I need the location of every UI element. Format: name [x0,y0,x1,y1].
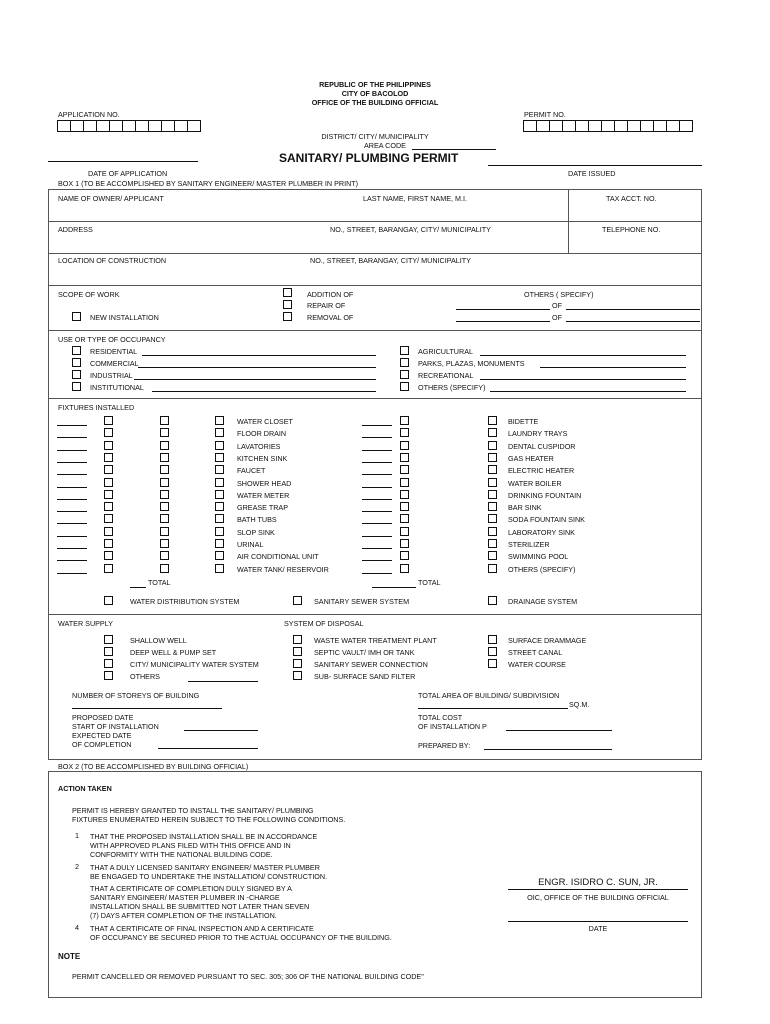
occupancy-label: USE OR TYPE OF OCCUPANCY [58,335,166,344]
row-line [48,398,702,399]
fixture-checkbox[interactable] [488,527,497,536]
fixture-checkbox[interactable] [488,564,497,573]
disposal-sand-filter: SUB- SURFACE SAND FILTER [314,672,416,681]
fixture-checkbox[interactable] [488,539,497,548]
fixture-count-line[interactable] [57,573,87,574]
fixture-label-left: FLOOR DRAIN [237,429,287,438]
water-supply-checkbox[interactable] [104,647,113,656]
fixture-checkbox[interactable] [104,502,113,511]
disposal-checkbox[interactable] [293,671,302,680]
fixture-count-line[interactable] [57,437,87,438]
fixture-label-right: ELECTRIC HEATER [508,466,575,475]
fixture-label-right: GAS HEATER [508,454,554,463]
fixture-label-left: SLOP SINK [237,528,275,537]
fixture-checkbox[interactable] [104,490,113,499]
prepared-by-label: PREPARED BY: [418,741,471,750]
fixture-label-left: WATER METER [237,491,290,500]
condition-1-line2: WITH APPROVED PLANS FILED WITH THIS OFFICE AND IN [90,841,291,850]
fixture-checkbox[interactable] [160,564,169,573]
sanitary-sewer-label: SANITARY SEWER SYSTEM [314,597,410,606]
water-supply-checkbox[interactable] [104,659,113,668]
water-distribution-label: WATER DISTRIBUTION SYSTEM [130,597,240,606]
row-line [48,253,702,254]
disposal-checkbox[interactable] [293,647,302,656]
fixture-checkbox[interactable] [488,465,497,474]
fixture-checkbox[interactable] [215,465,224,474]
fixture-label-left: SHOWER HEAD [237,479,292,488]
official-signature-line[interactable] [508,889,688,890]
date-of-application-label: DATE OF APPLICATION [88,169,168,178]
occupancy-checkbox[interactable] [72,370,81,379]
of-line-2[interactable] [566,321,700,322]
fixture-checkbox[interactable] [104,478,113,487]
addition-label: ADDITION OF [307,290,354,299]
fixture-checkbox[interactable] [400,490,409,499]
fixture-checkbox[interactable] [160,514,169,523]
disposal-sewer: SANITARY SEWER CONNECTION [314,660,428,669]
occupancy-others: OTHERS (SPECIFY) [418,383,486,392]
storeys-label: NUMBER OF STOREYS OF BUILDING [72,691,200,700]
new-installation-label: NEW INSTALLATION [90,313,159,322]
disposal-checkbox[interactable] [488,659,497,668]
fixture-checkbox[interactable] [215,428,224,437]
occupancy-line[interactable] [138,367,376,368]
water-supply-checkbox[interactable] [104,671,113,680]
fixture-label-left: WATER CLOSET [237,417,293,426]
disposal-checkbox[interactable] [293,635,302,644]
tax-acct-label: TAX ACCT. NO. [606,194,657,203]
condition-2-line2: BE ENGAGED TO UNDERTAKE THE INSTALLATION/ CONSTRUCTION. [90,872,328,881]
fixture-checkbox[interactable] [488,428,497,437]
fixture-checkbox[interactable] [488,478,497,487]
fixture-checkbox[interactable] [215,539,224,548]
date-issued-label: DATE ISSUED [568,169,616,178]
others-line-2[interactable] [456,321,550,322]
action-intro-2: FIXTURES ENUMERATED HEREIN SUBJECT TO THE FOLLOWING CONDITIONS. [72,815,346,824]
fixture-count-line[interactable] [362,450,392,451]
condition-1-number: 1 [75,831,79,840]
fixture-checkbox[interactable] [215,551,224,560]
fixture-checkbox[interactable] [400,416,409,425]
completion-date-line[interactable] [158,748,258,749]
city-water: CITY/ MUNICIPALITY WATER SYSTEM [130,660,259,669]
disposal-checkbox[interactable] [293,659,302,668]
fixture-label-left: BATH TUBS [237,515,277,524]
fixture-checkbox[interactable] [488,490,497,499]
sanitary-sewer-checkbox[interactable] [293,596,302,605]
disposal-wwtp: WASTE WATER TREATMENT PLANT [314,636,437,645]
area-code-line[interactable] [412,149,496,150]
occupancy-checkbox[interactable] [400,370,409,379]
fixture-checkbox[interactable] [160,453,169,462]
condition-4-line2: OF OCCUPANCY BE SECURED PRIOR TO THE ACTUAL OCCUPANCY OF THE BUILDING. [90,933,392,942]
header-city: CITY OF BACOLOD [341,89,409,98]
fixture-checkbox[interactable] [400,441,409,450]
address-format: NO., STREET, BARANGAY, CITY/ MUNICIPALITY [330,225,491,234]
fixture-checkbox[interactable] [160,465,169,474]
expected-date-label: EXPECTED DATE [72,731,132,740]
fixture-checkbox[interactable] [104,441,113,450]
fixture-checkbox[interactable] [104,453,113,462]
fixture-checkbox[interactable] [104,428,113,437]
fixture-label-right: LAUNDRY TRAYS [508,429,568,438]
occupancy-checkbox[interactable] [400,382,409,391]
shallow-well: SHALLOW WELL [130,636,187,645]
fixture-checkbox[interactable] [160,441,169,450]
repair-checkbox[interactable] [283,300,292,309]
fixture-checkbox[interactable] [400,514,409,523]
fixture-count-line[interactable] [362,474,392,475]
start-date-line[interactable] [184,730,258,731]
fixture-checkbox[interactable] [400,539,409,548]
fixture-label-right: DENTAL CUSPIDOR [508,442,576,451]
drainage-checkbox[interactable] [488,596,497,605]
fixture-checkbox[interactable] [160,551,169,560]
disposal-surface: SURFACE DRAMMAGE [508,636,587,645]
fixture-checkbox[interactable] [160,539,169,548]
occupancy-line[interactable] [142,355,376,356]
disposal-street-canal: STREET CANAL [508,648,563,657]
fixture-count-line[interactable] [57,474,87,475]
fixture-label-left: FAUCET [237,466,266,475]
location-label: LOCATION OF CONSTRUCTION [58,256,167,265]
box2-label: BOX 2 (TO BE ACCOMPLISHED BY BUILDING OFFICIAL) [58,762,249,771]
total-area-label: TOTAL AREA OF BUILDING/ SUBDIVISION [418,691,560,700]
fixture-checkbox[interactable] [488,551,497,560]
date-issued-line[interactable] [488,165,702,166]
fixtures-total-right: TOTAL [418,578,441,587]
fixture-label-right: STERILIZER [508,540,550,549]
occupancy-agricultural: AGRICULTURAL [418,347,473,356]
fixture-count-line[interactable] [362,499,392,500]
occupancy-checkbox[interactable] [72,358,81,367]
fixture-label-right: DRINKING FOUNTAIN [508,491,582,500]
fixture-checkbox[interactable] [215,416,224,425]
water-distribution-checkbox[interactable] [104,596,113,605]
district-label: DISTRICT/ CITY/ MUNICIPALITY [321,132,429,141]
of-label-2: OF [552,313,562,322]
disposal-checkbox[interactable] [488,647,497,656]
fixture-count-line[interactable] [57,511,87,512]
fixture-count-line[interactable] [362,511,392,512]
occupancy-industrial: INDUSTRIAL [90,371,133,380]
fixture-checkbox[interactable] [400,527,409,536]
fixture-checkbox[interactable] [488,453,497,462]
official-date-line[interactable] [508,921,688,922]
fixture-count-line[interactable] [57,523,87,524]
occupancy-line[interactable] [490,391,686,392]
sqm-label: SQ.M. [569,700,590,709]
owner-label: NAME OF OWNER/ APPLICANT [58,194,164,203]
removal-checkbox[interactable] [283,312,292,321]
header-republic: REPUBLIC OF THE PHILIPPINES [319,80,431,89]
prepared-by-line[interactable] [484,749,612,750]
occupancy-line[interactable] [480,379,686,380]
proposed-date-label: PROPOSED DATE [72,713,134,722]
start-installation-label: START OF INSTALLATION [72,722,159,731]
occupancy-line[interactable] [480,355,686,356]
row-line [48,614,702,615]
action-intro-1: PERMIT IS HEREBY GRANTED TO INSTALL THE SANITARY/ PLUMBING [72,806,314,815]
drainage-label: DRAINAGE SYSTEM [508,597,578,606]
total-cost-label: TOTAL COST [418,713,463,722]
fixture-checkbox[interactable] [104,539,113,548]
condition-4-number: 4 [75,923,79,932]
fixture-checkbox[interactable] [400,551,409,560]
of-label-1: OF [552,301,562,310]
fixture-label-left: AIR CONDITIONAL UNIT [237,552,319,561]
occupancy-checkbox[interactable] [72,346,81,355]
total-area-line[interactable] [418,708,568,709]
fixture-count-line[interactable] [57,536,87,537]
completion-label: OF COMPLETION [72,740,132,749]
condition-3-line3: INSTALLATION SHALL BE SUBMITTED NOT LATER THAN SEVEN [90,902,310,911]
disposal-septic: SEPTIC VAULT/ IMH OR TANK [314,648,415,657]
row-line [48,221,702,222]
occupancy-parks: PARKS, PLAZAS, MONUMENTS [418,359,525,368]
fixture-checkbox[interactable] [215,490,224,499]
fixture-checkbox[interactable] [104,514,113,523]
application-no-label: APPLICATION NO. [58,110,120,119]
fixtures-total-left: TOTAL [148,578,171,587]
fixture-checkbox[interactable] [160,478,169,487]
others-specify-label: OTHERS ( SPECIFY) [524,290,594,299]
occupancy-line[interactable] [540,367,686,368]
others-line-1[interactable] [456,309,550,310]
note-label: NOTE [58,952,81,961]
fixture-checkbox[interactable] [104,551,113,560]
date-of-application-line[interactable] [48,161,198,162]
condition-3-line2: SANITARY ENGINEER/ MASTER PLUMBER IN -CHARGE [90,893,280,902]
fixture-checkbox[interactable] [400,502,409,511]
fixture-checkbox[interactable] [488,416,497,425]
fixture-count-line[interactable] [362,523,392,524]
fixture-label-right: SODA FOUNTAIN SINK [508,515,585,524]
fixtures-label: FIXTURES INSTALLED [58,403,135,412]
fixture-label-right: BAR SINK [508,503,542,512]
fixture-checkbox[interactable] [400,478,409,487]
water-others: OTHERS [130,672,160,681]
fixture-checkbox[interactable] [160,416,169,425]
fixture-count-line[interactable] [362,573,392,574]
storeys-line[interactable] [72,708,222,709]
fixtures-total-line[interactable] [130,587,146,588]
condition-2-line1: THAT A DULY LICENSED SANITARY ENGINEER/ MASTER PLUMBER [90,863,320,872]
fixture-checkbox[interactable] [215,441,224,450]
fixture-checkbox[interactable] [488,502,497,511]
fixture-checkbox[interactable] [215,502,224,511]
fixture-label-left: WATER TANK/ RESERVOIR [237,565,329,574]
disposal-label: SYSTEM OF DISPOSAL [284,619,364,628]
fixture-checkbox[interactable] [488,441,497,450]
occupancy-commercial: COMMERCIAL [90,359,139,368]
fixture-count-line[interactable] [362,437,392,438]
condition-4-line1: THAT A CERTIFICATE OF FINAL INSPECTION AND A CERTIFICATE [90,924,314,933]
fixture-label-left: URINAL [237,540,264,549]
fixture-count-line[interactable] [57,548,87,549]
header-office: OFFICE OF THE BUILDING OFFICIAL [311,98,439,107]
fixture-checkbox[interactable] [160,502,169,511]
condition-1-line1: THAT THE PROPOSED INSTALLATION SHALL BE IN ACCORDANCE [90,832,318,841]
fixture-checkbox[interactable] [215,514,224,523]
fixtures-total-line[interactable] [372,587,416,588]
fixture-label-left: LAVATORIES [237,442,281,451]
occupancy-line[interactable] [134,379,376,380]
form-title: SANITARY/ PLUMBING PERMIT [279,151,459,165]
water-supply-label: WATER SUPPLY [58,619,113,628]
addition-checkbox[interactable] [283,288,292,297]
row-line [48,330,702,331]
occupancy-residential: RESIDENTIAL [90,347,138,356]
area-code-label: AREA CODE [364,141,406,150]
fixture-checkbox[interactable] [215,453,224,462]
occupancy-checkbox[interactable] [72,382,81,391]
fixture-label-right: LABORATORY SINK [508,528,575,537]
disposal-water-course: WATER COURSE [508,660,566,669]
fixture-checkbox[interactable] [104,564,113,573]
occupancy-checkbox[interactable] [400,358,409,367]
fixture-label-left: KITCHEN SINK [237,454,288,463]
fixture-count-line[interactable] [57,560,87,561]
permit-no-label: PERMIT NO. [524,110,566,119]
fixture-count-line[interactable] [362,536,392,537]
fixture-count-line[interactable] [362,548,392,549]
location-format: NO., STREET, BARANGAY, CITY/ MUNICIPALITY [310,256,471,265]
fixture-checkbox[interactable] [160,490,169,499]
fixture-count-line[interactable] [362,560,392,561]
telephone-label: TELEPHONE NO. [602,225,661,234]
occupancy-checkbox[interactable] [400,346,409,355]
occupancy-institutional: INSTITUTIONAL [90,383,144,392]
fixture-checkbox[interactable] [400,465,409,474]
permit-no-boxes[interactable] [523,120,703,132]
total-cost-line[interactable] [506,730,612,731]
fixture-checkbox[interactable] [215,527,224,536]
fixture-count-line[interactable] [57,450,87,451]
fixture-checkbox[interactable] [400,564,409,573]
fixture-label-right: WATER BOILER [508,479,562,488]
condition-2-number: 2 [75,862,79,871]
condition-3-line1: THAT A CERTIFICATE OF COMPLETION DULY SIGNED BY A [90,884,292,893]
condition-3-line4: (7) DAYS AFTER COMPLETION OF THE INSTALLATION. [90,911,277,920]
disposal-checkbox[interactable] [488,635,497,644]
fixture-label-right: BIDETTE [508,417,539,426]
fixture-label-right: OTHERS (SPECIFY) [508,565,576,574]
row-line [48,285,702,286]
fixture-count-line[interactable] [57,487,87,488]
box1-label: BOX 1 (TO BE ACCOMPLISHED BY SANITARY ENGINEER/ MASTER PLUMBER IN PRINT) [58,179,359,188]
water-supply-checkbox[interactable] [104,635,113,644]
fixture-checkbox[interactable] [104,527,113,536]
occupancy-recreational: RECREATIONAL [418,371,474,380]
new-installation-checkbox[interactable] [72,312,81,321]
of-line-1[interactable] [566,309,700,310]
note-text: PERMIT CANCELLED OR REMOVED PURSUANT TO SEC. 305; 306 OF THE NATIONAL BUILDING CODE" [72,972,424,981]
fixture-checkbox[interactable] [488,514,497,523]
fixture-checkbox[interactable] [215,478,224,487]
official-title: OIC, OFFICE OF THE BUILDING OFFICIAL [527,893,669,902]
of-installation-label: OF INSTALLATION P [418,722,487,731]
fixture-count-line[interactable] [362,462,392,463]
removal-label: REMOVAL OF [307,313,354,322]
fixture-checkbox[interactable] [215,564,224,573]
water-others-line[interactable] [188,681,258,682]
deep-well: DEEP WELL & PUMP SET [130,648,217,657]
fixture-count-line[interactable] [57,462,87,463]
fixture-count-line[interactable] [362,487,392,488]
fixture-checkbox[interactable] [400,453,409,462]
fixture-checkbox[interactable] [400,428,409,437]
official-name: ENGR. ISIDRO C. SUN, JR. [538,877,658,888]
fixture-count-line[interactable] [57,425,87,426]
fixture-checkbox[interactable] [104,416,113,425]
fixture-checkbox[interactable] [104,465,113,474]
fixture-label-left: GREASE TRAP [237,503,288,512]
fixture-count-line[interactable] [362,425,392,426]
action-taken-label: ACTION TAKEN [58,784,112,793]
official-date-label: DATE [588,924,608,933]
application-no-boxes[interactable] [57,120,202,132]
fixture-count-line[interactable] [57,499,87,500]
scope-label: SCOPE OF WORK [58,290,120,299]
repair-label: REPAIR OF [307,301,346,310]
condition-1-line3: CONFORMITY WITH THE NATIONAL BUILDING CODE. [90,850,273,859]
owner-name-format: LAST NAME, FIRST NAME, M.I. [363,194,467,203]
fixture-label-right: SWIMMING POOL [508,552,569,561]
fixture-checkbox[interactable] [160,428,169,437]
fixture-checkbox[interactable] [160,527,169,536]
address-label: ADDRESS [58,225,93,234]
occupancy-line[interactable] [152,391,376,392]
